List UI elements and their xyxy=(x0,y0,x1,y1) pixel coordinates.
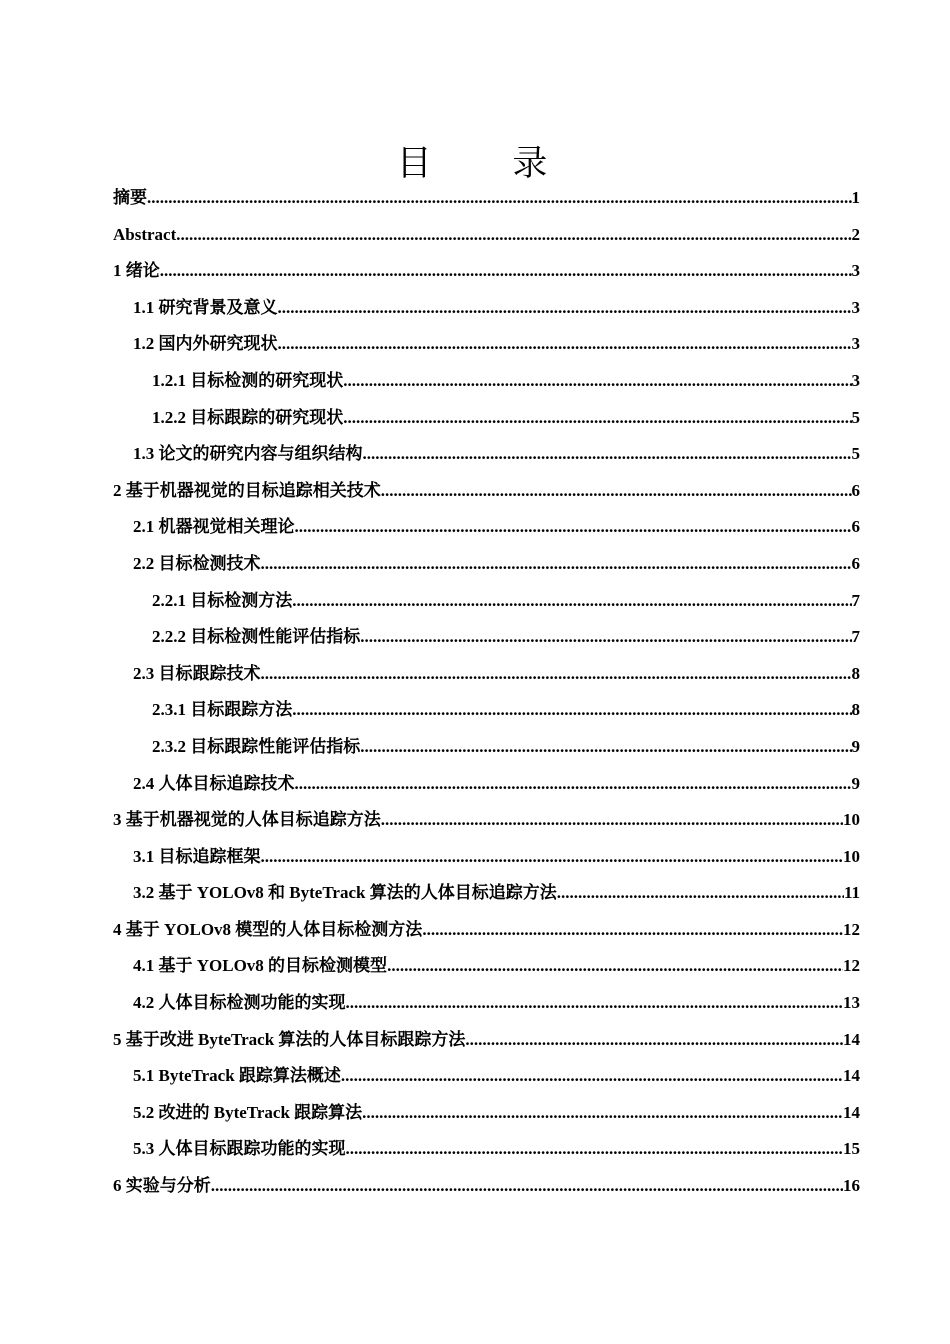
toc-dot-leader xyxy=(160,253,852,290)
toc-page-number: 9 xyxy=(851,736,860,756)
toc-entry[interactable] xyxy=(113,729,860,766)
toc-dot-leader xyxy=(381,802,843,839)
toc-page-number: 14 xyxy=(843,1029,860,1049)
toc-entry-title: 2.2.1 目标检测方法 xyxy=(152,590,293,610)
toc-entry[interactable] xyxy=(113,766,860,803)
toc-entry[interactable] xyxy=(113,1022,860,1059)
toc-page-number: 8 xyxy=(851,700,860,720)
toc-dot-leader xyxy=(261,656,852,693)
toc-dot-leader xyxy=(278,290,852,327)
toc-page-number: 14 xyxy=(843,1066,860,1086)
toc-entry-title: 6 实验与分析 xyxy=(113,1176,211,1196)
toc-entry[interactable] xyxy=(113,1058,860,1095)
toc-dot-leader xyxy=(363,436,852,473)
toc-entry-title: 2.2 目标检测技术 xyxy=(133,553,261,573)
toc-dot-leader xyxy=(295,509,852,546)
table-of-contents xyxy=(113,180,860,1205)
toc-entry[interactable] xyxy=(113,1095,860,1132)
toc-dot-leader xyxy=(346,1131,844,1168)
toc-entry-title: 1.2.2 目标跟踪的研究现状 xyxy=(152,407,344,427)
toc-page-number: 2 xyxy=(851,224,860,244)
toc-page-number: 16 xyxy=(843,1176,860,1196)
toc-dot-leader xyxy=(147,180,852,217)
toc-entry-title: 2.2.2 目标检测性能评估指标 xyxy=(152,627,361,647)
toc-entry-title: 3.1 目标追踪框架 xyxy=(133,846,261,866)
toc-entry-title: 5 基于改进 ByteTrack 算法的人体目标跟踪方法 xyxy=(113,1029,466,1049)
toc-entry[interactable] xyxy=(113,363,860,400)
toc-dot-leader xyxy=(261,839,844,876)
toc-entry[interactable] xyxy=(113,583,860,620)
toc-entry-title: Abstract xyxy=(113,224,177,244)
toc-entry-title: 4 基于 YOLOv8 模型的人体目标检测方法 xyxy=(113,919,423,939)
toc-entry-title: 5.1 ByteTrack 跟踪算法概述 xyxy=(133,1066,341,1086)
toc-entry-title: 摘要 xyxy=(113,188,147,207)
toc-dot-leader xyxy=(176,217,851,254)
toc-entry-title: 1 绪论 xyxy=(113,261,160,281)
toc-page-number: 6 xyxy=(851,480,860,500)
toc-page-number: 5 xyxy=(851,444,860,464)
toc-page-number: 13 xyxy=(843,993,860,1013)
toc-page-number: 7 xyxy=(851,590,860,610)
toc-entry[interactable] xyxy=(113,948,860,985)
toc-dot-leader xyxy=(360,619,851,656)
toc-page-number: 1 xyxy=(851,188,860,207)
toc-dot-leader xyxy=(362,1095,843,1132)
toc-dot-leader xyxy=(261,546,852,583)
toc-page-number: 12 xyxy=(843,956,860,976)
toc-entry[interactable] xyxy=(113,473,860,510)
toc-entry-title: 1.2 国内外研究现状 xyxy=(133,334,278,354)
toc-entry[interactable] xyxy=(113,912,860,949)
toc-dot-leader xyxy=(422,912,843,949)
toc-entry-title: 1.2.1 目标检测的研究现状 xyxy=(152,370,344,390)
toc-entry[interactable] xyxy=(113,326,860,363)
toc-dot-leader xyxy=(343,400,851,437)
toc-entry-title: 2.3.2 目标跟踪性能评估指标 xyxy=(152,736,361,756)
toc-entry[interactable] xyxy=(113,619,860,656)
toc-page-number: 7 xyxy=(851,627,860,647)
toc-page-number: 15 xyxy=(843,1139,860,1159)
toc-entry[interactable] xyxy=(113,692,860,729)
toc-dot-leader xyxy=(343,363,851,400)
toc-entry-title: 5.3 人体目标跟踪功能的实现 xyxy=(133,1139,346,1159)
toc-page-number: 10 xyxy=(843,846,860,866)
toc-entry[interactable] xyxy=(113,985,860,1022)
toc-dot-leader xyxy=(211,1168,843,1205)
toc-entry[interactable] xyxy=(113,509,860,546)
toc-entry-title: 2.1 机器视觉相关理论 xyxy=(133,517,295,537)
toc-entry-title: 1.1 研究背景及意义 xyxy=(133,297,278,317)
toc-dot-leader xyxy=(295,766,852,803)
toc-page-number: 6 xyxy=(851,517,860,537)
toc-entry[interactable] xyxy=(113,802,860,839)
toc-page-number: 6 xyxy=(851,553,860,573)
toc-page-number: 10 xyxy=(843,810,860,830)
toc-dot-leader xyxy=(381,473,852,510)
toc-dot-leader xyxy=(341,1058,843,1095)
toc-dot-leader xyxy=(292,692,851,729)
toc-entry-title: 4.2 人体目标检测功能的实现 xyxy=(133,993,346,1013)
toc-entry[interactable] xyxy=(113,217,860,254)
toc-entry-title: 4.1 基于 YOLOv8 的目标检测模型 xyxy=(133,956,388,976)
toc-dot-leader xyxy=(387,948,843,985)
toc-entry-title: 1.3 论文的研究内容与组织结构 xyxy=(133,444,363,464)
toc-page-number: 3 xyxy=(851,334,860,354)
toc-page-number: 5 xyxy=(851,407,860,427)
toc-entry-title: 5.2 改进的 ByteTrack 跟踪算法 xyxy=(133,1102,363,1122)
toc-entry[interactable] xyxy=(113,436,860,473)
toc-entry[interactable] xyxy=(113,290,860,327)
toc-page-number: 14 xyxy=(843,1102,860,1122)
toc-dot-leader xyxy=(465,1022,843,1059)
toc-entry[interactable] xyxy=(113,1131,860,1168)
toc-dot-leader xyxy=(292,583,851,620)
toc-page-number: 11 xyxy=(843,883,860,903)
toc-entry[interactable] xyxy=(113,546,860,583)
toc-entry-title: 2.3 目标跟踪技术 xyxy=(133,663,261,683)
toc-page-number: 8 xyxy=(851,663,860,683)
toc-page-number: 3 xyxy=(851,297,860,317)
toc-dot-leader xyxy=(278,326,852,363)
toc-entry-title: 3.2 基于 YOLOv8 和 ByteTrack 算法的人体目标追踪方法 xyxy=(133,883,557,903)
toc-page-number: 12 xyxy=(843,919,860,939)
toc-entry[interactable] xyxy=(113,839,860,876)
toc-entry[interactable] xyxy=(113,253,860,290)
toc-entry[interactable] xyxy=(113,656,860,693)
toc-entry[interactable] xyxy=(113,180,860,217)
page-title: 目 录 xyxy=(396,144,584,183)
toc-entry-title: 2.4 人体目标追踪技术 xyxy=(133,773,295,793)
toc-entry-title: 2.3.1 目标跟踪方法 xyxy=(152,700,293,720)
toc-dot-leader xyxy=(346,985,844,1022)
toc-page-number: 3 xyxy=(851,261,860,281)
toc-entry[interactable] xyxy=(113,400,860,437)
toc-dot-leader xyxy=(360,729,851,766)
toc-page-number: 9 xyxy=(851,773,860,793)
toc-dot-leader xyxy=(557,875,844,912)
toc-page-number: 3 xyxy=(851,370,860,390)
toc-entry[interactable] xyxy=(113,1168,860,1205)
toc-entry[interactable] xyxy=(113,875,860,912)
toc-entry-title: 3 基于机器视觉的人体目标追踪方法 xyxy=(113,810,381,830)
toc-entry-title: 2 基于机器视觉的目标追踪相关技术 xyxy=(113,480,381,500)
